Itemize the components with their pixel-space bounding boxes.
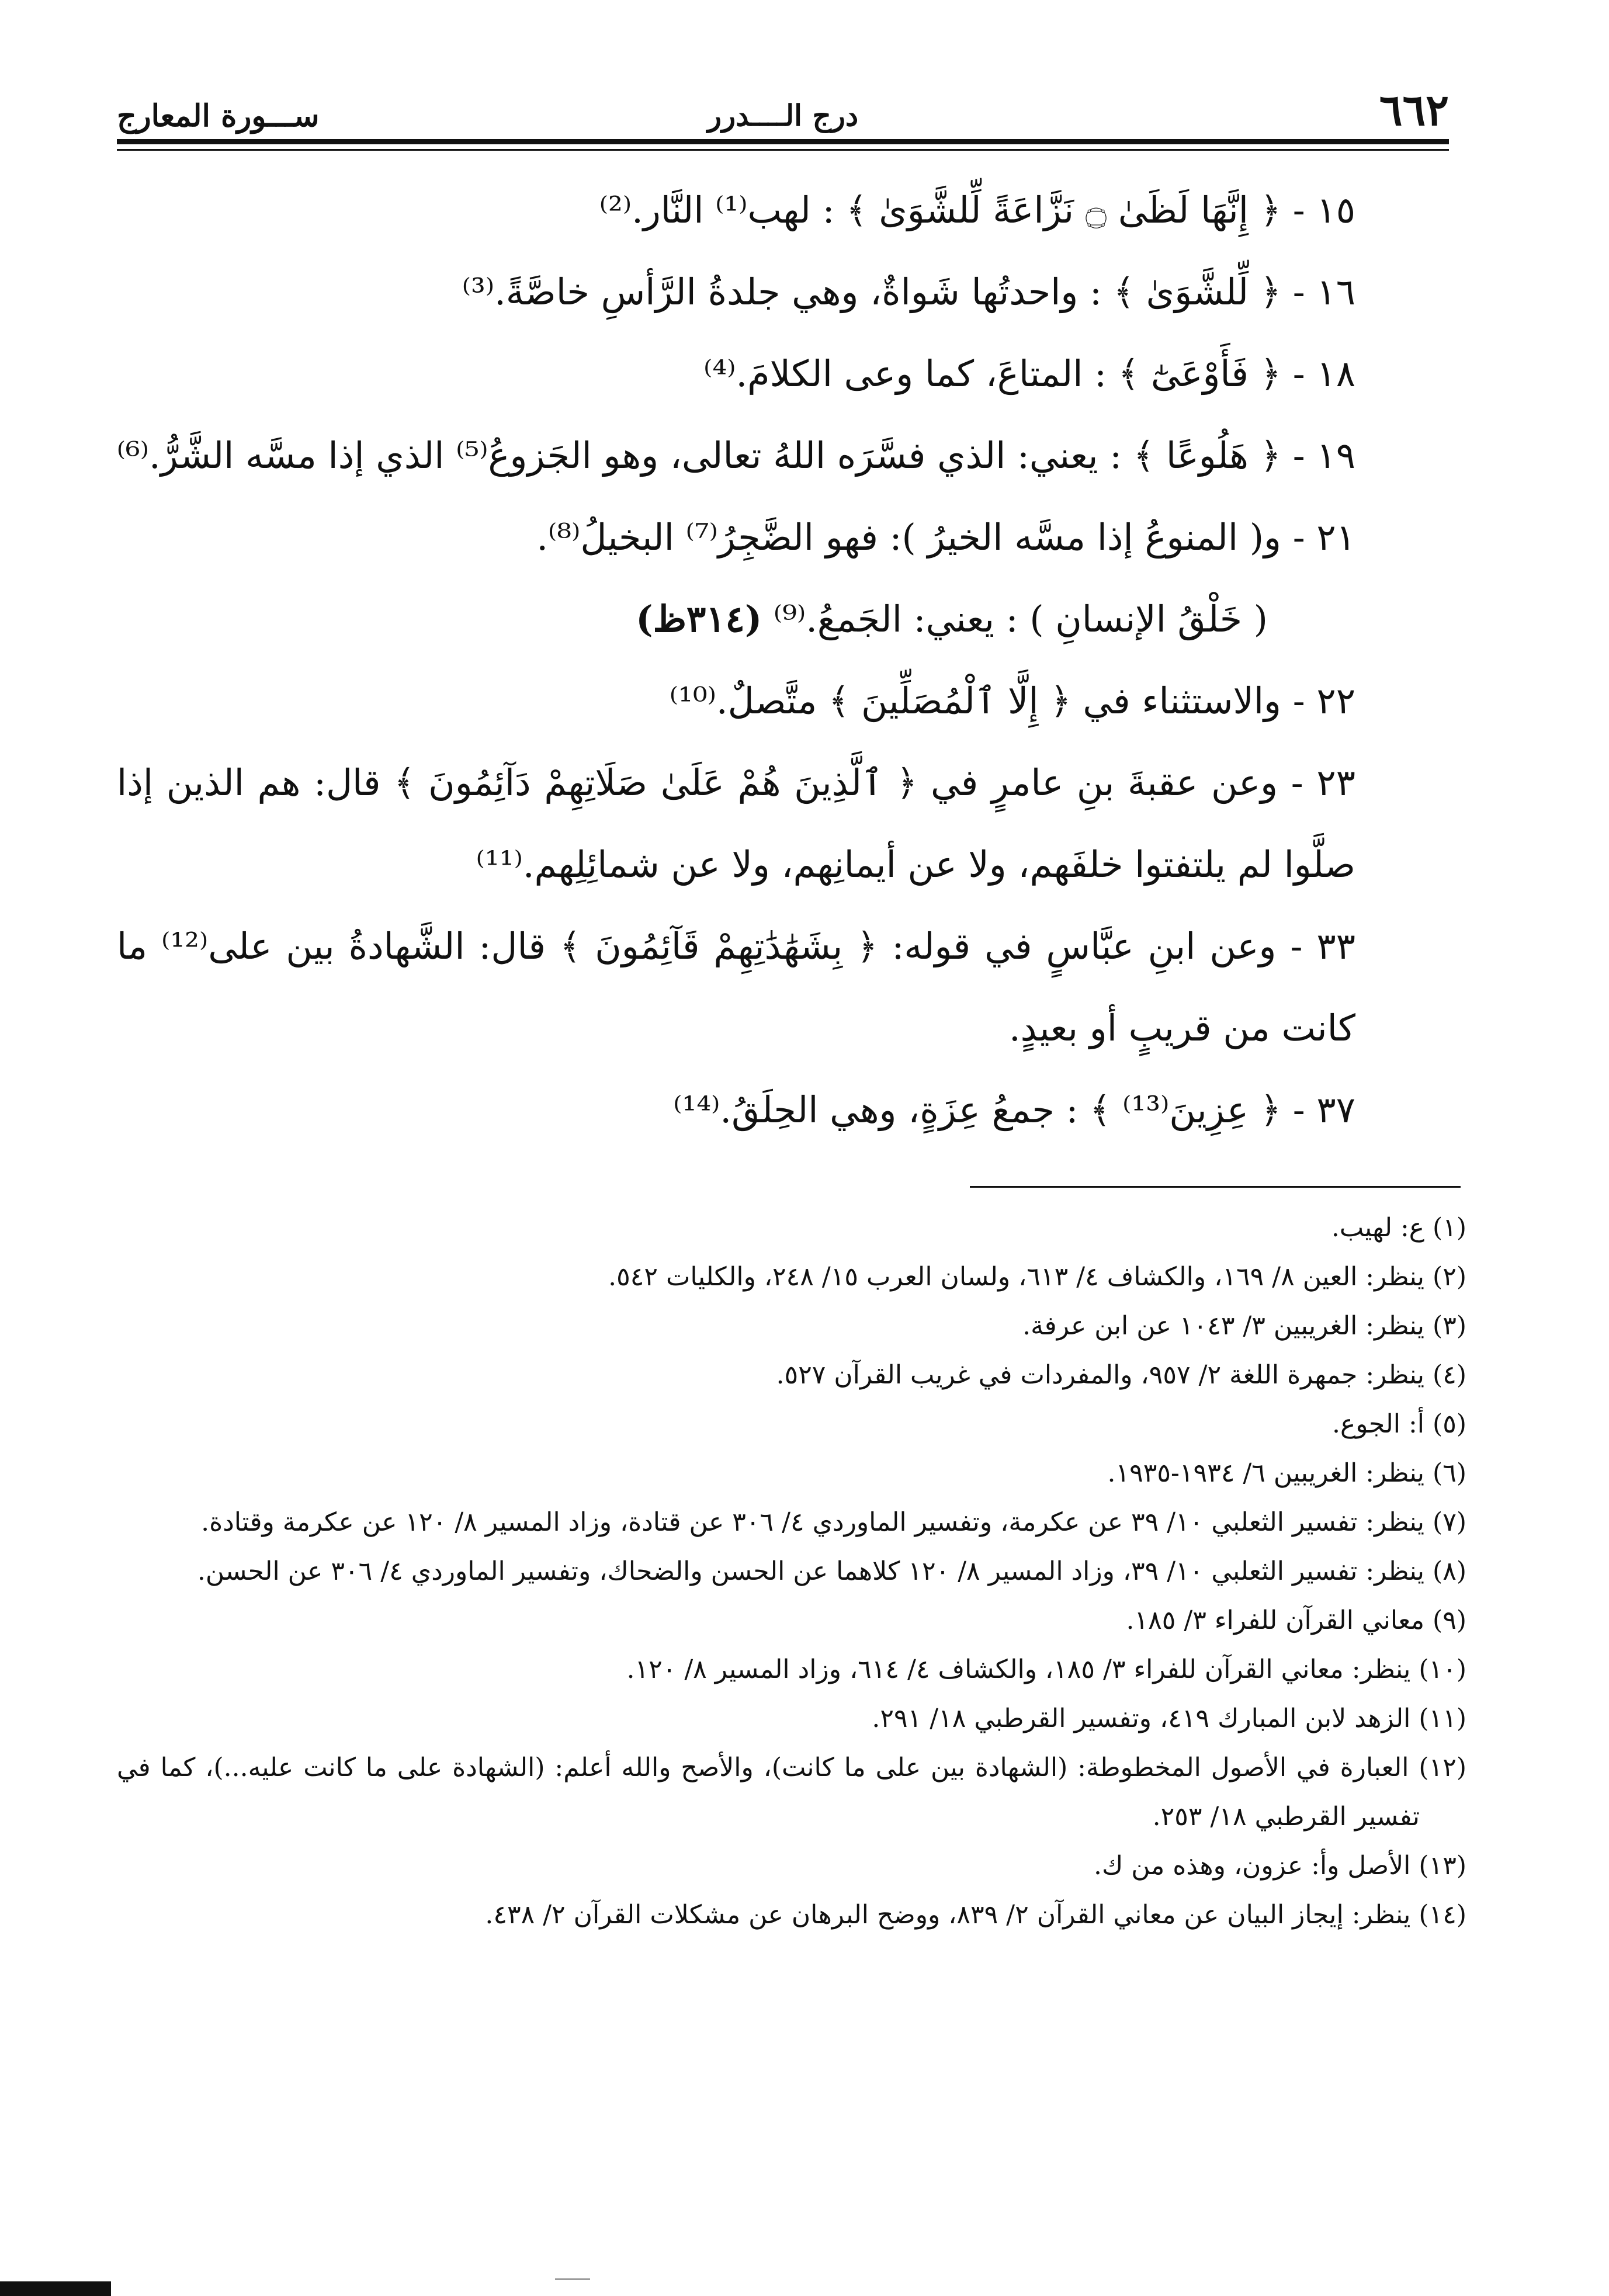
footnote: (٥) أ: الجوع.: [1331, 1409, 1466, 1439]
running-header: [117, 85, 1449, 140]
verse-entry: [117, 251, 1443, 333]
verse-text: وعن ابنِ عبَّاسٍ في قوله: ﴿ بِشَهَٰدَٰتِهِمْ قَآئِمُونَ ﴾ قال: الشَّهادةُ بين على⁽¹²⁾ ما كانت من قريبٍ أو بعيدٍ.: [117, 925, 1355, 1049]
footnote: (١٠) ينظر: معاني القرآن للفراء ٣/ ١٨٥، والكشاف ٤/ ٦١٤، وزاد المسير ٨/ ١٢٠.: [626, 1655, 1466, 1684]
book-title: درج الــــدرر: [707, 98, 859, 133]
verse-number: ٢١ -: [1292, 516, 1355, 559]
verse-text: ( خَلْقُ الإنسانِ ) : يعني: الجَمعُ.⁽⁹⁾: [773, 598, 1268, 640]
main-text: [117, 169, 1443, 1151]
verse-text: وعن عقبةَ بنِ عامرٍ في ﴿ ٱلَّذِينَ هُمْ عَلَىٰ صَلَاتِهِمْ دَآئِمُونَ ﴾ قال: هم الذين إذا صلَّوا لم يلتفتوا خلفَهم، ولا عن أيمانِهم، ولا عن شمائِلِهم.⁽¹¹⁾: [117, 761, 1355, 886]
footnote: (٣) ينظر: الغريبين ٣/ ١٠٤٣ عن ابن عرفة.: [1022, 1311, 1466, 1341]
footnote: (١) ع: لهيب.: [1331, 1213, 1466, 1243]
verse-entry: [117, 333, 1443, 415]
header-rule-thin: [117, 149, 1449, 151]
surah-title: ســـورة المعارج: [117, 98, 320, 134]
manuscript-folio-marker: (٣١٤ظ): [636, 598, 762, 640]
verse-entry: [117, 578, 1443, 660]
verse-number: ٣٣ -: [1290, 925, 1355, 967]
footnote: (٩) معاني القرآن للفراء ٣/ ١٨٥.: [1126, 1605, 1466, 1635]
verse-number: ١٨ -: [1292, 352, 1355, 395]
verse-entry: [117, 1069, 1443, 1151]
verse-text: ﴿ إِنَّهَا لَظَىٰ ۝ نَزَّاعَةً لِّلشَّوَىٰ ﴾ : لهب⁽¹⁾ النَّار.⁽²⁾: [599, 189, 1281, 231]
footnote: (١٢) العبارة في الأصول المخطوطة: (الشهادة بين على ما كانت)، والأصح والله أعلم: (الشهادة على ما كانت عليه...)، كما في تفسير القرطبي ١٨/ ٢٥٣.: [117, 1753, 1466, 1832]
verse-number: ١٦ -: [1292, 270, 1355, 313]
verse-entry: [117, 906, 1443, 1069]
footnote: (٤) ينظر: جمهرة اللغة ٢/ ٩٥٧، والمفردات في غريب القرآن ٥٢٧.: [776, 1360, 1466, 1390]
verse-number: ٢٣ -: [1291, 761, 1355, 804]
verse-entry: [117, 415, 1443, 497]
footnote: (١٤) ينظر: إيجاز البيان عن معاني القرآن ٢/ ٨٣٩، ووضح البرهان عن مشكلات القرآن ٢/ ٤٣٨.: [485, 1900, 1466, 1930]
verse-number: ١٩ -: [1292, 434, 1355, 477]
footnote: (١٣) الأصل وأ: عزون، وهذه من ك.: [1093, 1851, 1466, 1881]
page-number: ٦٦٢: [1379, 85, 1449, 136]
verse-number: ٣٧ -: [1292, 1088, 1355, 1131]
footnote: (٢) ينظر: العين ٨/ ١٦٩، والكشاف ٤/ ٦١٣، ولسان العرب ١٥/ ٢٤٨، والكليات ٥٤٢.: [608, 1262, 1466, 1292]
verse-entry: [117, 497, 1443, 578]
footnote: (٨) ينظر: تفسير الثعلبي ١٠/ ٣٩، وزاد المسير ٨/ ١٢٠ كلاهما عن الحسن والضحاك، وتفسير الماوردي ٤/ ٣٠٦ عن الحسن.: [197, 1556, 1466, 1586]
footnote-separator: [970, 1186, 1461, 1188]
verse-text: والاستثناء في ﴿ إِلَّا ٱلْمُصَلِّينَ ﴾ متَّصلٌ.⁽¹⁰⁾: [669, 679, 1281, 722]
footnote: (٧) ينظر: تفسير الثعلبي ١٠/ ٣٩ عن عكرمة، وتفسير الماوردي ٤/ ٣٠٦ عن قتادة، وزاد المسير ٨/ ١٢٠ عن عكرمة وقتادة.: [201, 1507, 1466, 1537]
verse-number: ٢٢ -: [1292, 679, 1355, 722]
scan-artifact-line: [555, 2278, 590, 2280]
verse-entry: [117, 660, 1443, 742]
verse-entry: [117, 742, 1443, 906]
verse-entry: [117, 169, 1443, 251]
footnote: (٦) ينظر: الغريبين ٦/ ١٩٣٤-١٩٣٥.: [1107, 1458, 1466, 1488]
scan-edge-mark: [0, 2281, 111, 2296]
verse-text: ﴿ لِّلشَّوَىٰ ﴾ : واحدتُها شَواةٌ، وهي جلدةُ الرَّأسِ خاصَّةً.⁽³⁾: [462, 270, 1281, 313]
footnote: (١١) الزهد لابن المبارك ٤١٩، وتفسير القرطبي ١٨/ ٢٩١.: [872, 1704, 1466, 1733]
verse-text: ﴿ فَأَوْعَىٰٓ ﴾ : المتاعَ، كما وعى الكلامَ.⁽⁴⁾: [703, 352, 1281, 395]
verse-number: ١٥ -: [1292, 189, 1355, 231]
footnotes: [117, 1204, 1466, 1940]
header-rule-thick: [117, 139, 1449, 144]
verse-text: ﴿ عِزِينَ⁽¹³⁾ ﴾ : جمعُ عِزَةٍ، وهي الحِلَقُ.⁽¹⁴⁾: [673, 1088, 1281, 1131]
verse-text: ﴿ هَلُوعًا ﴾ : يعني: الذي فسَّرَه اللهُ تعالى، وهو الجَزوعُ⁽⁵⁾ الذي إذا مسَّه الشَّرُّ.⁽⁶⁾: [116, 434, 1281, 477]
verse-text: و( المنوعُ إذا مسَّه الخيرُ ): فهو الضَّجِرُ⁽⁷⁾ البخيلُ⁽⁸⁾.: [536, 516, 1281, 559]
